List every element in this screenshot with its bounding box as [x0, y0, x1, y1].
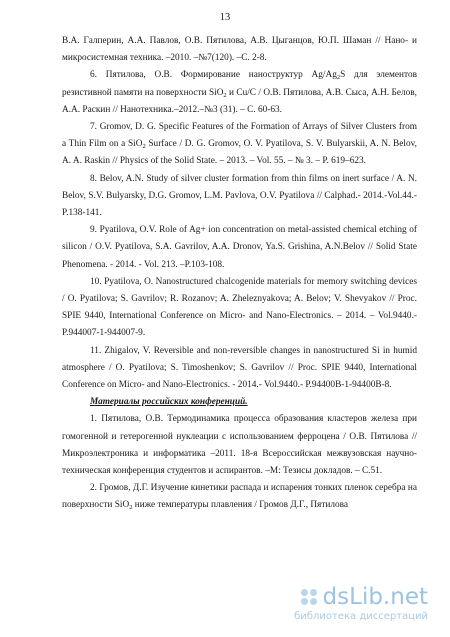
- dots-icon: [301, 589, 317, 605]
- watermark-logo-text: dsLib.net: [322, 584, 428, 610]
- reference-11: 11. Zhigalov, V. Reversible and non-reversible changes in nanostructured Si in humid atmosphere / O. Pyatilova; S. Timoshenkov; S. Gavrilov // Proc. SPIE 9440, International Conference on Micro- and Nano-Electronics. - 2014.- Vol.9440.- P.94400B-1-94400B-8.: [62, 345, 417, 391]
- watermark: [288, 584, 428, 622]
- page-number: 13: [219, 12, 231, 23]
- reference-8: 8. Belov, A.N. Study of silver cluster formation from thin films on inert surface / A. N. Belov, S.V. Bulyarsky, D.G. Gromov, L.M. Pavlova, O.V. Pyatilova // Calphad.- 2014.-Vol.44.-P.138-141.: [62, 173, 417, 219]
- ru-reference-1: 1. Пятилова, О.В. Термодинамика процесса образования кластеров железа при гомогенной и гетерогенной нуклеации с использованием ферроцена / О.В. Пятилова // Микроэлектроника и информатика –2011. 18-я Всероссийская межвузовская научно-техническая конференция студентов и аспирантов. –М: Тезисы докладов. – С.51.: [62, 414, 417, 477]
- reference-10: 10. Pyatilova, O. Nanostructured chalcogenide materials for memory switching devices / O. Pyatilova; S. Gavrilov; R. Rozanov; A. Zheleznyakova; A. Belov; V. Shevyakov // Proc. SPIE 9440, International Conference on Micro- and Nano-Electronics. – 2014. – Vol.9440.- P.944007-1-944007-9.: [62, 276, 417, 339]
- section-heading: Материалы российских конференций.: [90, 397, 248, 408]
- watermark-logo: [288, 584, 428, 610]
- reference-7: 7. Gromov, D. G. Specific Features of the Formation of Arrays of Silver Clusters from a Thin Film on a SiO$_2$ Surface / D. G. Gromov, O. V. Pyatilova, S. V. Bulyarskii, A. N. Belov, A. A. Raskin // Physics of the Solid State. – 2013. – Vol. 55. – № 3. – P. 619–623.: [62, 122, 417, 167]
- document-body: [62, 33, 417, 515]
- reference-continuation: В.А. Галперин, А.А. Павлов, О.В. Пятилова, А.В. Цыганцов, Ю.П. Шаман // Нано- и микросистемная техника. –2010. –№7(120). –С. 2-8.: [62, 36, 417, 64]
- watermark-caption: библиотека диссертаций: [294, 611, 428, 622]
- ru-reference-2: 2. Громов, Д.Г. Изучение кинетики распада и испарения тонких пленок серебра на поверхности SiO$_2$ ниже температуры плавления / Громов Д.Г., Пятилова: [62, 483, 417, 512]
- reference-9: 9. Pyatilova, O.V. Role of Ag+ ion concentration on metal-assisted chemical etching of silicon / O.V. Pyatilova, S.A. Gavrilov, A.A. Dronov, Ya.S. Grishina, A.N.Belov // Solid State Phenomena. - 2014. - Vol. 213. –P.103-108.: [62, 225, 417, 270]
- reference-6: 6. Пятилова, О.В. Формирование наноструктур $Ag/Ag_2S$ для элементов резистивной памяти на поверхности SiO$_2$ и Cu/C / О.В. Пятилова, А.В. Сыса, А.Н. Белов, А.А. Раскин // Нанотехника.–2012.–№3 (31). – С. 60-63.: [62, 70, 417, 115]
